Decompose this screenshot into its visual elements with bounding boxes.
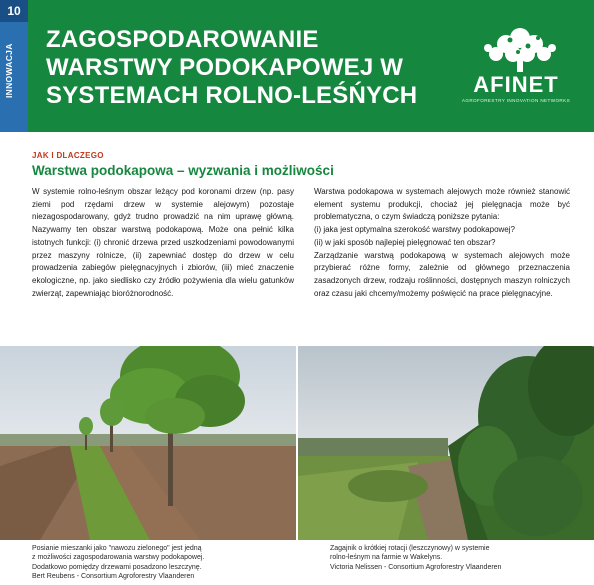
- left-column: [32, 186, 294, 300]
- section-label: INNOWACJA: [4, 43, 14, 98]
- photo-green-manure-field: [0, 346, 296, 540]
- right-column: [314, 186, 570, 300]
- caption-line: rolno-leśnym na farmie w Wakelyns.: [330, 554, 443, 562]
- page-title: [46, 26, 426, 110]
- paragraph: Warstwa podokapowa w systemach alejowych może również stanowić element systemu produkcji, chociaż jej pielęgnacja może być problematyczna, o czym świadczą poniższe pytania:: [314, 187, 570, 222]
- caption-credit: Victoria Nelissen - Consortium Agroforestry Vlaanderen: [330, 563, 502, 571]
- section-kicker: JAK I DLACZEGO: [32, 151, 104, 160]
- title-line: SYSTEMACH ROLNO-LEŚŃYCH: [46, 82, 418, 109]
- paragraph: Zarządzanie warstwą podokapową w systemach alejowych może przybierać różne formy, zależnie od głównego przeznaczenia zasadzonych drzew, rodzaju roślinności, dostępnych maszyn rolniczych oraz czasu jaki chcemy/możemy poświęcić na prace pielęgnacyjne.: [314, 250, 570, 298]
- paragraph: (i) jaka jest optymalna szerokość warstwy podokapowej?: [314, 225, 515, 235]
- page-number: 10: [0, 0, 28, 22]
- caption-credit: Bert Reubens - Consortium Agroforestry Vlaanderen: [32, 573, 195, 581]
- photo-hazel-coppice: [298, 346, 594, 540]
- article-heading: Warstwa podokapowa – wyzwania i możliwości: [32, 163, 334, 178]
- title-line: ZAGOSPODAROWANIE: [46, 26, 319, 53]
- caption-line: z możliwości zagospodarowania warstwy podokapowej.: [32, 554, 205, 562]
- paragraph: W systemie rolno-leśnym obszar leżący pod koronami drzew (np. pasy ziemi pod rzędami drzew w systemie alejowym) pozostaje niezagospodarowany, gdyż trudno prowadzić na nim uprawę główną. Nazywamy ten obszar warstwą podokapową. Może ona pełnić kilka istotnych funkcji: (i) chronić drzewa przed uszkodzeniami powodowanymi przez maszyny rolnicze, (ii) zapewniać dostęp do drzew w celu prowadzenia zabiegów pielęgnacyjnych i zbiorów, (iii) mieć znaczenie ekologiczne, np. jako siedlisko czy źródło pożywienia dla wielu gatunków zwierząt, zapewniając bioróżnorodność.: [32, 187, 294, 298]
- caption-line: Zagajnik o krótkiej rotacji (leszczynowy) w systemie: [330, 545, 490, 552]
- paragraph: (ii) w jaki sposób najlepiej pielęgnować ten obszar?: [314, 237, 496, 247]
- photo-caption-right: [330, 544, 580, 572]
- logo-wordmark: AFINET: [473, 72, 559, 97]
- logo-subtitle: AGROFORESTRY INNOVATION NETWORKS: [461, 98, 571, 103]
- photo-caption-left: [32, 544, 292, 582]
- caption-line: Posianie mieszanki jako "nawozu zielonego" jest jedną: [32, 545, 202, 552]
- title-line: WARSTWY PODOKAPOWEJ W: [46, 54, 404, 81]
- caption-line: Dodatkowo pomiędzy drzewami posadzono leszczynę.: [32, 563, 202, 571]
